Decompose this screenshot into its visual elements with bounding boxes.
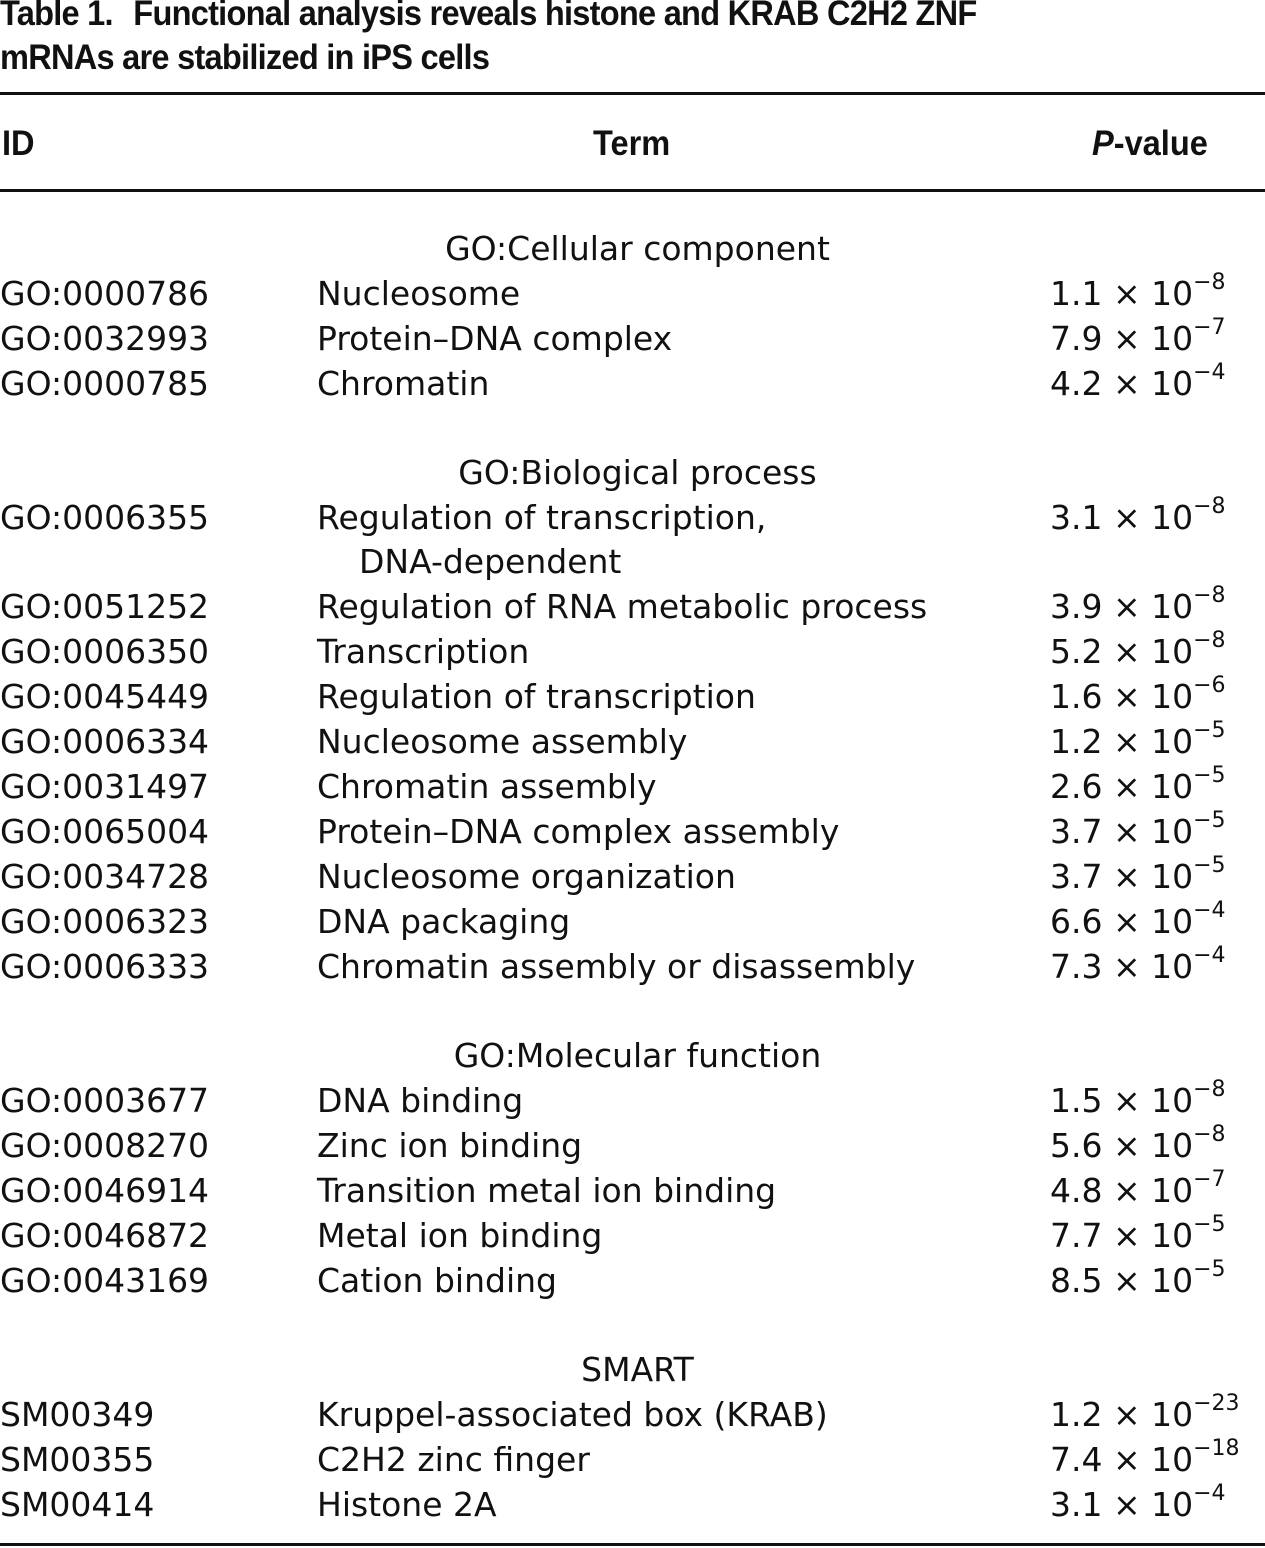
times-ten: × 10 — [1112, 767, 1194, 806]
table-row — [0, 584, 1265, 629]
pvalue-mantissa: 1.5 — [1050, 1081, 1103, 1120]
bottom-rule — [0, 1543, 1265, 1546]
pvalue-exponent: −8 — [1193, 494, 1226, 519]
times-ten: × 10 — [1112, 722, 1194, 761]
pvalue-exponent: −5 — [1193, 1257, 1226, 1282]
pvalue-mantissa: 7.3 — [1050, 947, 1103, 986]
pvalue-mantissa: 3.1 — [1050, 1485, 1103, 1524]
row-pvalue — [1050, 584, 1226, 629]
column-header-term: Term — [593, 124, 671, 163]
row-id: GO:0065004 — [0, 812, 210, 851]
table-row — [0, 1213, 1265, 1258]
section-title: GO:Biological process — [458, 453, 817, 492]
pvalue-exponent: −5 — [1193, 808, 1226, 833]
row-term-text: DNA binding — [317, 1081, 524, 1120]
times-ten: × 10 — [1112, 1261, 1194, 1300]
row-term — [317, 629, 529, 674]
row-term-text: Histone 2A — [317, 1485, 497, 1524]
row-term — [317, 271, 520, 316]
times-ten: × 10 — [1112, 947, 1194, 986]
table-row — [0, 899, 1265, 944]
row-id: GO:0032993 — [0, 319, 210, 358]
pvalue-mantissa: 5.6 — [1050, 1126, 1103, 1165]
section-gap — [0, 989, 1265, 1033]
pvalue-exponent: −5 — [1193, 853, 1226, 878]
row-term-text: Regulation of RNA metabolic process — [317, 587, 928, 626]
pvalue-exponent: −8 — [1193, 1077, 1226, 1102]
row-pvalue — [1050, 899, 1226, 944]
times-ten: × 10 — [1112, 1395, 1194, 1434]
pvalue-exponent: −5 — [1193, 763, 1226, 788]
row-id: GO:0006323 — [0, 902, 210, 941]
pvalue-exponent: −4 — [1193, 898, 1226, 923]
row-term — [317, 1482, 497, 1527]
row-term — [317, 316, 672, 361]
table-row — [0, 361, 1265, 406]
row-term — [317, 854, 736, 899]
row-id: GO:0034728 — [0, 857, 210, 896]
row-id: GO:0006334 — [0, 722, 210, 761]
row-id: SM00349 — [0, 1395, 155, 1434]
table-row — [0, 1123, 1265, 1168]
row-term-text: Transcription — [317, 632, 530, 671]
row-term — [317, 674, 756, 719]
row-pvalue — [1050, 854, 1226, 899]
row-term — [317, 1258, 557, 1303]
pvalue-mantissa: 6.6 — [1050, 902, 1103, 941]
table-row — [0, 629, 1265, 674]
times-ten: × 10 — [1112, 1440, 1194, 1479]
row-term — [317, 584, 927, 629]
table-row — [0, 854, 1265, 899]
table-row — [0, 271, 1265, 316]
row-pvalue — [1050, 1168, 1226, 1213]
row-pvalue — [1050, 764, 1226, 809]
pvalue-exponent: −4 — [1193, 943, 1226, 968]
row-pvalue — [1050, 271, 1226, 316]
times-ten: × 10 — [1112, 587, 1194, 626]
row-pvalue — [1050, 1123, 1226, 1168]
table-row — [0, 674, 1265, 719]
pvalue-exponent: −5 — [1193, 1212, 1226, 1237]
column-header-id: ID — [2, 124, 35, 163]
row-id: GO:0051252 — [0, 587, 210, 626]
times-ten: × 10 — [1112, 274, 1194, 313]
row-term-text: Nucleosome organization — [317, 857, 736, 896]
row-term — [317, 1123, 582, 1168]
pvalue-mantissa: 3.7 — [1050, 812, 1103, 851]
header-rule — [0, 189, 1265, 192]
table-row — [0, 1437, 1265, 1482]
row-term-text: Regulation of transcription, — [317, 498, 767, 537]
row-term-continuation: DNA-dependent — [359, 542, 622, 581]
pvalue-exponent: −6 — [1193, 673, 1226, 698]
pvalue-exponent: −4 — [1193, 360, 1226, 385]
row-pvalue — [1050, 719, 1226, 764]
row-term-text: Chromatin — [317, 364, 490, 403]
times-ten: × 10 — [1112, 1485, 1194, 1524]
times-ten: × 10 — [1112, 812, 1194, 851]
table-body — [0, 226, 1265, 1527]
pvalue-exponent: −5 — [1193, 718, 1226, 743]
row-pvalue — [1050, 1392, 1240, 1437]
row-id: GO:0006350 — [0, 632, 210, 671]
column-header-pvalue — [1092, 124, 1208, 164]
row-term-text: Nucleosome — [317, 274, 521, 313]
pvalue-exponent: −8 — [1193, 270, 1226, 295]
row-pvalue — [1050, 1437, 1240, 1482]
row-pvalue — [1050, 316, 1226, 361]
times-ten: × 10 — [1112, 319, 1194, 358]
row-pvalue — [1050, 674, 1226, 719]
top-rule — [0, 92, 1265, 95]
pvalue-mantissa: 3.9 — [1050, 587, 1103, 626]
row-pvalue — [1050, 1213, 1226, 1258]
row-pvalue — [1050, 944, 1226, 989]
row-id: GO:0008270 — [0, 1126, 210, 1165]
pvalue-exponent: −18 — [1193, 1436, 1240, 1461]
table-row — [0, 1482, 1265, 1527]
pvalue-mantissa: 1.2 — [1050, 722, 1103, 761]
row-term-text: Protein–DNA complex assembly — [317, 812, 840, 851]
section-title: GO:Cellular component — [445, 229, 830, 268]
row-term — [317, 1168, 776, 1213]
table-row — [0, 1078, 1265, 1123]
times-ten: × 10 — [1112, 1126, 1194, 1165]
row-id: GO:0046872 — [0, 1216, 210, 1255]
row-term — [317, 1078, 523, 1123]
pvalue-mantissa: 8.5 — [1050, 1261, 1103, 1300]
row-id: GO:0003677 — [0, 1081, 210, 1120]
pvalue-mantissa: 7.4 — [1050, 1440, 1103, 1479]
row-id: GO:0046914 — [0, 1171, 210, 1210]
pvalue-mantissa: 3.1 — [1050, 498, 1103, 537]
row-id: GO:0006333 — [0, 947, 210, 986]
pvalue-exponent: −4 — [1193, 1481, 1226, 1506]
times-ten: × 10 — [1112, 857, 1194, 896]
row-term-text: C2H2 zinc finger — [317, 1440, 590, 1479]
row-id: GO:0045449 — [0, 677, 210, 716]
pvalue-exponent: −8 — [1193, 628, 1226, 653]
row-pvalue — [1050, 495, 1226, 540]
pvalue-mantissa: 4.8 — [1050, 1171, 1103, 1210]
section-gap — [0, 1303, 1265, 1347]
pvalue-mantissa: 4.2 — [1050, 364, 1103, 403]
pvalue-mantissa: 5.2 — [1050, 632, 1103, 671]
row-pvalue — [1050, 1078, 1226, 1123]
caption-title-1: Functional analysis reveals histone and KRAB C2H2 ZNF — [133, 0, 977, 33]
pvalue-exponent: −7 — [1193, 1167, 1226, 1192]
row-id: GO:0031497 — [0, 767, 210, 806]
row-id: GO:0000786 — [0, 274, 210, 313]
pvalue-exponent: −8 — [1193, 583, 1226, 608]
times-ten: × 10 — [1112, 677, 1194, 716]
row-term — [317, 361, 489, 406]
table-row — [0, 764, 1265, 809]
pvalue-suffix: -value — [1113, 124, 1208, 163]
row-term-text: Transition metal ion binding — [317, 1171, 777, 1210]
pvalue-exponent: −23 — [1193, 1391, 1240, 1416]
pvalue-exponent: −8 — [1193, 1122, 1226, 1147]
row-term — [317, 1437, 590, 1482]
row-pvalue — [1050, 809, 1226, 854]
row-id: SM00355 — [0, 1440, 155, 1479]
table-row — [0, 316, 1265, 361]
row-term-text: Metal ion binding — [317, 1216, 603, 1255]
row-term — [317, 495, 766, 584]
section-gap — [0, 406, 1265, 450]
row-term — [317, 944, 915, 989]
pvalue-italic-p: P — [1092, 124, 1114, 163]
row-term — [317, 809, 839, 854]
pvalue-mantissa: 7.7 — [1050, 1216, 1103, 1255]
row-pvalue — [1050, 1482, 1226, 1527]
table-caption — [0, 0, 1176, 80]
row-term — [317, 899, 570, 944]
row-term-text: Zinc ion binding — [317, 1126, 583, 1165]
table-row — [0, 495, 1265, 584]
times-ten: × 10 — [1112, 1216, 1194, 1255]
row-term — [317, 1213, 602, 1258]
row-term-text: Chromatin assembly — [317, 767, 657, 806]
times-ten: × 10 — [1112, 632, 1194, 671]
pvalue-mantissa: 1.6 — [1050, 677, 1103, 716]
table-row — [0, 944, 1265, 989]
row-id: SM00414 — [0, 1485, 155, 1524]
times-ten: × 10 — [1112, 364, 1194, 403]
caption-line-1 — [0, 0, 1176, 36]
row-term-text: Nucleosome assembly — [317, 722, 688, 761]
section-title: SMART — [581, 1350, 694, 1389]
table-row — [0, 809, 1265, 854]
table-row — [0, 1168, 1265, 1213]
row-pvalue — [1050, 1258, 1226, 1303]
pvalue-mantissa: 1.1 — [1050, 274, 1103, 313]
row-pvalue — [1050, 629, 1226, 674]
pvalue-mantissa: 1.2 — [1050, 1395, 1103, 1434]
row-id: GO:0006355 — [0, 498, 210, 537]
pvalue-mantissa: 7.9 — [1050, 319, 1103, 358]
times-ten: × 10 — [1112, 902, 1194, 941]
row-term — [317, 764, 657, 809]
row-term — [317, 1392, 828, 1437]
table-row — [0, 1258, 1265, 1303]
row-term-text: Cation binding — [317, 1261, 557, 1300]
caption-label: Table 1. — [0, 0, 113, 33]
row-term-text: Regulation of transcription — [317, 677, 756, 716]
table-row — [0, 719, 1265, 764]
row-term-text: Chromatin assembly or disassembly — [317, 947, 916, 986]
row-id: GO:0043169 — [0, 1261, 210, 1300]
row-id: GO:0000785 — [0, 364, 210, 403]
times-ten: × 10 — [1112, 498, 1194, 537]
pvalue-mantissa: 2.6 — [1050, 767, 1103, 806]
row-term-text: Protein–DNA complex — [317, 319, 673, 358]
row-term-text: DNA packaging — [317, 902, 571, 941]
row-term — [317, 719, 687, 764]
table-row — [0, 1392, 1265, 1437]
times-ten: × 10 — [1112, 1171, 1194, 1210]
row-pvalue — [1050, 361, 1226, 406]
section-title: GO:Molecular function — [453, 1036, 822, 1075]
caption-title-2: mRNAs are stabilized in iPS cells — [0, 38, 490, 77]
pvalue-exponent: −7 — [1193, 315, 1226, 340]
row-term-text: Kruppel-associated box (KRAB) — [317, 1395, 828, 1434]
pvalue-mantissa: 3.7 — [1050, 857, 1103, 896]
times-ten: × 10 — [1112, 1081, 1194, 1120]
